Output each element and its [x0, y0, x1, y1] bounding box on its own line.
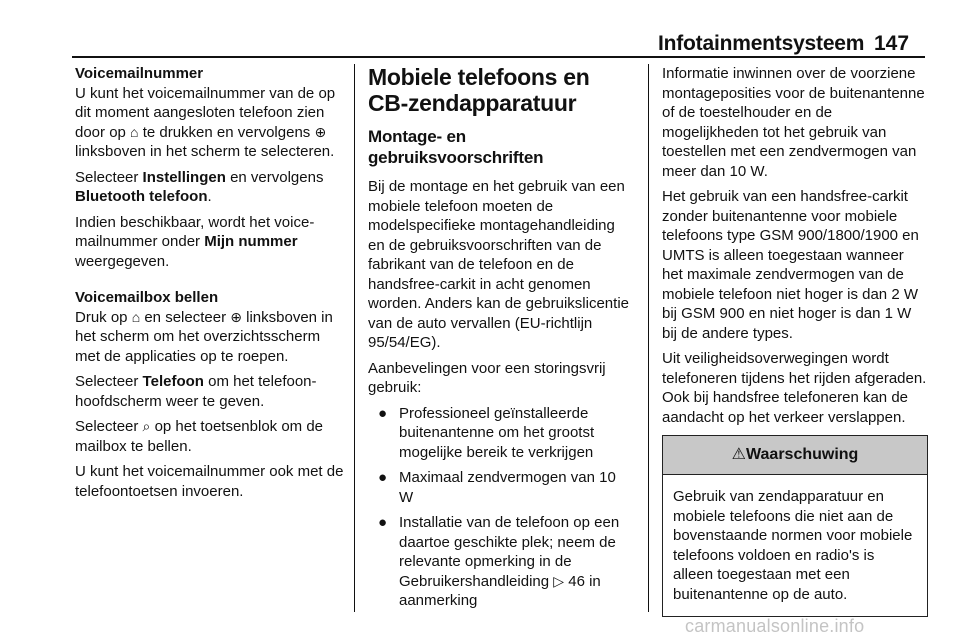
page-header [0, 30, 960, 60]
paragraph: Druk op ⌂ en selecteer ⊕ linksboven in het scherm om het overzichtsscherm met de applicaties op te roepen. [75, 308, 333, 365]
bullet-icon: ● [378, 514, 388, 531]
page-number: 147 [874, 32, 910, 55]
paragraph: Uit veiligheidsoverwegingen wordt telefoneren tijdens het rijden afgeraden. Ook bij handsfree telefoneren kan de aandacht op het verkeer verslappen. [662, 350, 927, 426]
warning-header [663, 436, 927, 475]
paragraph: Het gebruik van een handsfree-carkit zonder buitenantenne voor mobiele telefoons type GSM 900/1800/1900 en UMTS is alleen toegestaan wanneer het maximale zendvermogen van de mobiele telefoon niet hoger is dan 2 W bij GSM 900 en niet hoger is dan 1 W bij de andere types. [662, 188, 919, 342]
apps-icon: ⊕ [314, 123, 327, 140]
warning-box [662, 435, 928, 617]
page-reference-arrow-icon: ▷ [553, 572, 565, 589]
voicemail-icon: ⌕ [142, 418, 151, 434]
bullet-icon: ● [378, 469, 388, 486]
list-item: ● Installatie van de telefoon op een daartoe geschikte plek; neem de relevante opmerking in de Gebruikershandleiding ▷ 46 in aanmerking [378, 514, 620, 609]
paragraph: U kunt het voicemailnummer ook met de telefoontoetsen invoeren. [75, 463, 344, 500]
list-item: ● Professioneel geïnstalleerde buitenantenne om het grootst mogelijke bereik te verkrijgen [378, 404, 595, 461]
home-icon: ⌂ [130, 123, 139, 140]
recommendation-list [368, 404, 634, 611]
list-item: ● Maximaal zendvermogen van 10 W [378, 469, 616, 506]
warning-icon: ⚠ [731, 446, 747, 463]
home-icon: ⌂ [131, 308, 141, 325]
page-title: Infotainmentsysteem [658, 32, 865, 55]
section-heading-voicemailnummer: Voicemailnummer [75, 65, 204, 82]
paragraph: Aanbevelingen voor een storingsvrij gebruik: [368, 359, 606, 396]
page-reference[interactable]: 46 [568, 572, 585, 590]
paragraph: Selecteer ⌕ op het toetsenblok om de mailbox te bellen. [75, 418, 324, 455]
paragraph: Selecteer Instellingen en vervolgens Bluetooth telefoon. [75, 168, 324, 205]
watermark: carmanualsonline.info [685, 616, 865, 636]
column-divider-right [648, 64, 649, 612]
menu-term-telefoon: Telefoon [142, 373, 204, 390]
menu-term-instellingen: Instellingen [142, 168, 226, 186]
warning-body: Gebruik van zendapparatuur en mobiele telefoons die niet aan de bovenstaande normen voor mobiele telefoons voldoen en radio's is alleen toegestaan met een buitenantenne op de auto. [673, 488, 913, 603]
section-heading-voicemailbox: Voicemailbox bellen [75, 289, 219, 306]
header-rule [72, 56, 925, 58]
paragraph: Informatie inwinnen over de voorziene montageposities voor de buitenantenne of de toestelhouder en de mogelijkheden tot het gebruik van toestellen met een zendvermogen van meer dan 10 W. [662, 65, 925, 180]
column-middle [368, 64, 634, 617]
paragraph: Indien beschikbaar, wordt het voicemailnummer onder Mijn nummer weergegeven. [75, 213, 315, 270]
menu-term-bluetooth: Bluetooth telefoon [75, 188, 208, 205]
warning-title: Waarschuwing [746, 446, 859, 463]
paragraph: Bij de montage en het gebruik van een mobiele telefoon moeten de modelspecifieke montagehandleiding en de gebruiksvoorschriften van de fabrikant van de telefoon en de handsfree-carkit in acht genomen worden. Anders kan de gebruikslicentie van de auto vervallen (EU-richtlijn 95/54/EG). [368, 178, 629, 351]
column-right [662, 64, 928, 617]
apps-icon: ⊕ [230, 308, 242, 325]
section-title: Mobiele telefoons en CB-zendapparatuur [368, 64, 590, 116]
paragraph: U kunt het voicemailnummer van de op dit moment aangesloten telefoon zien door op ⌂ te drukken en vervolgens ⊕ linksboven in het scherm te selecteren. [75, 84, 336, 160]
column-divider-left [354, 64, 355, 612]
subsection-title: Montage- en gebruiksvoorschriften [368, 127, 544, 167]
paragraph: Selecteer Telefoon om het telefoonhoofdscherm weer te geven. [75, 373, 317, 410]
column-left [75, 64, 347, 507]
menu-term-mijn-nummer: Mijn nummer [204, 233, 298, 250]
spacer [75, 277, 347, 288]
bullet-icon: ● [378, 404, 388, 422]
